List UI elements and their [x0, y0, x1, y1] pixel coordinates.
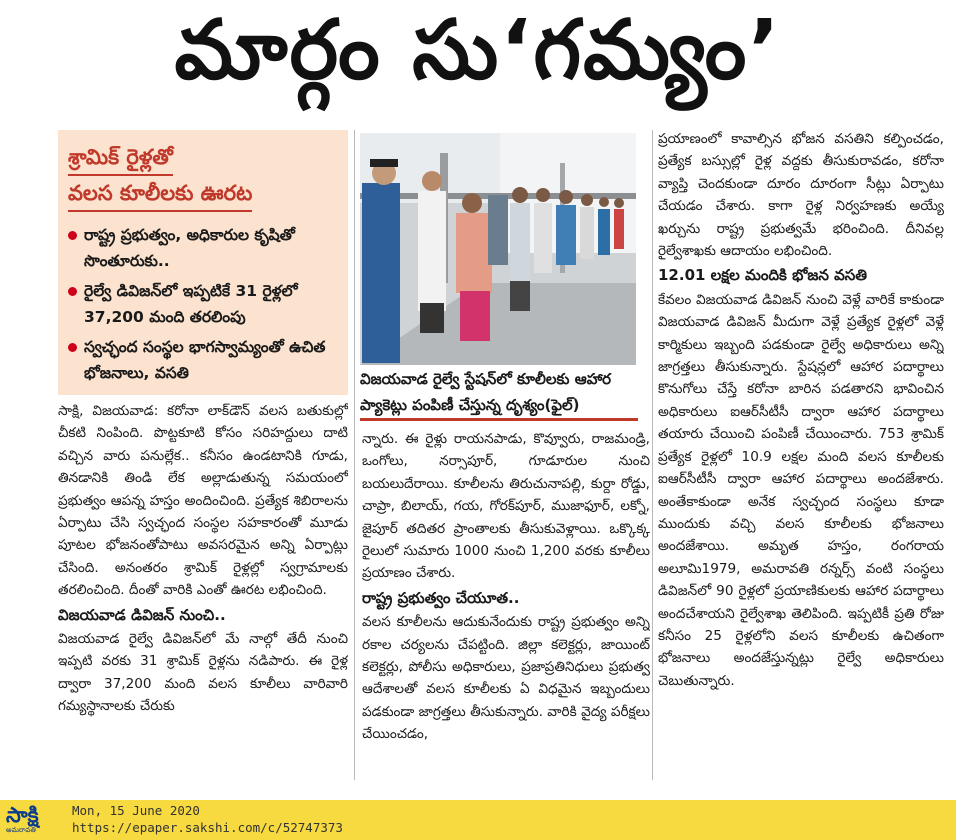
- highlight-bullet: [68, 334, 338, 386]
- railway-platform-photo: [360, 133, 636, 365]
- article-paragraph: ప్రయాణంలో కావాల్సిన భోజన వసతిని కల్పించడం, ప్రత్యేక బస్సుల్లో రైళ్ల వద్దకు తీసుకురావడం, కరోనా వ్యాప్తి చెందకుండా దూరం దూరంగా సీట్లు ఏర్పాటు చేయడం చేశారు. కాగా రైళ్ల నిర్వహణకు అయ్యే ఖర్చును రాష్ట్ర ప్రభుత్వమే భరించింది. దీనివల్ల రైల్వేశాఖకు ఆదాయం లభించింది.: [658, 131, 944, 260]
- bullet-text: రాష్ట్ర ప్రభుత్వం, అధికారుల కృషితో సొంతూరుకు..: [84, 226, 295, 270]
- publication-date: Mon, 15 June 2020: [72, 803, 200, 818]
- bullet-text: స్వచ్ఛంద సంస్థల భాగస్వామ్యంతో ఉచిత భోజనాలు, వసతి: [84, 338, 326, 382]
- article-column-2: [362, 428, 650, 780]
- sakshi-logo[interactable]: [6, 804, 62, 836]
- article-paragraph: విజయవాడ రైల్వే డివిజన్‌లో మే నాల్గో తేదీ నుంచి ఇప్పటి వరకు 31 శ్రామిక్ రైళ్లను నడిపారు. ఈ రైళ్ల ద్వారా 37,200 మంది వలస కూలీలు వారివారి గమ్యస్థానాలకు చేరుకు: [58, 631, 348, 715]
- article-paragraph: సాక్షి, విజయవాడ: కరోనా లాక్‌డౌన్ వలస బతుకుల్లో చీకటి నింపింది. పొట్టకూటి కోసం సరిహద్దులు దాటి వచ్చిన వారు పనుల్లేక.. కనీసం ఉండటానికి గూడు, తినడానికి తిండి లేక అల్లాడుతున్న సమయంలో ప్రభుత్వం ఆపన్న హస్తం అందించింది. ప్రత్యేక శిబిరాలను ఏర్పాటు చేసి స్వచ్ఛంద సంస్థల సహకారంతో మూడు పూటల భోజనంతోపాటు అవసరమైన అన్ని ఏర్పాట్లు చేసింది. అనంతరం శ్రామిక్ రైళ్లల్లో స్వగ్రామాలకు తరలించింది. దీంతో వారికి ఎంతో ఊరట లభించింది.: [58, 403, 348, 599]
- article-paragraph: వలస కూలీలను ఆదుకునేందుకు రాష్ట్ర ప్రభుత్వం అన్ని రకాల చర్యలను చేపట్టింది. జిల్లా కలెక్టర్లు, జాయింట్ కలెక్టర్లు, పోలీసు అధికారులు, ప్రజాప్రతినిధులు ప్రభుత్వ ఆదేశాలతో వలస కూలీలకు ఏ విధమైన ఇబ్బందులు పడకుండా జాగ్రత్తలు తీసుకున్నారు. వారికి వైద్య పరీక్షలు చేయించడం,: [362, 614, 650, 743]
- highlight-box: [58, 130, 348, 395]
- logo-subtext: అమరావతి: [6, 826, 36, 834]
- headline: మార్గం సు‘గమ్యం’: [174, 2, 782, 98]
- highlight-bullet: [68, 222, 338, 274]
- column-divider: [652, 130, 653, 780]
- footer-bar: [0, 800, 956, 840]
- bullet-dot-icon: [68, 343, 77, 352]
- article-paragraph: కేవలం విజయవాడ డివిజన్ నుంచి వెళ్లే వారికే కాకుండా విజయవాడ డివిజన్ మీదుగా వెళ్లే ప్రత్యేక రైళ్లలో వెళ్లే కార్మికులు ఇబ్బంది పడకుండా రైల్వే అధికారులు అన్ని జాగ్రత్తలు తీసుకున్నారు. స్టేషన్లలో ఆహార పదార్థాలు కొనుగోలు చేస్తే కరోనా బారిన పడతారని భావించిన అధికారులు ఐఆర్‌సీటీసీ ద్వారా ఆహార పదార్థాలు తయారు చేయించి పంపిణీ చేయించారు. 753 శ్రామిక్ ప్రత్యేక రైళ్లలో 10.9 లక్షల మంది వలస కూలీలకు ఐఆర్‌సీటీసీ ద్వారా ఆహార పదార్థాలు అందజేశారు. అంతేకాకుండా అనేక స్వచ్ఛంద సంస్థలు కూడా ముందుకు వచ్చి వలస కూలీలకు భోజనాలు అందజేశాయి. అమృత హస్తం, రంగరాయ అలూమి1979, అమరావతి రన్నర్స్ వంటి సంస్థలు డివిజన్‌లో 90 రైళ్లలో ప్రయాణికులకు ఆహార పదార్థాలు అందచేశాయని రైల్వేశాఖ తెలిపింది. ఇప్పటికీ ప్రతి రోజు కనీసం 25 రైళ్లలోని వలస కూలీలకు ఉచితంగా భోజనాలు అందజేస్తున్నట్లు రైల్వే అధికారులు చెబుతున్నారు.: [658, 291, 944, 689]
- news-photo: [360, 133, 636, 365]
- article-column-3: [658, 128, 944, 780]
- photo-caption: విజయవాడ రైల్వే స్టేషన్‌లో కూలీలకు ఆహార ప్యాకెట్లు పంపిణీ చేస్తున్న దృశ్యం(ఫైల్): [360, 366, 638, 421]
- section-subheading: విజయవాడ డివిజన్ నుంచి..: [58, 605, 226, 624]
- logo-text: సాక్షి: [6, 803, 39, 827]
- source-url-link[interactable]: https://epaper.sakshi.com/c/52747373: [72, 820, 343, 835]
- article-column-1: [58, 400, 348, 780]
- bullet-dot-icon: [68, 287, 77, 296]
- column-divider: [354, 130, 355, 780]
- bullet-dot-icon: [68, 231, 77, 240]
- highlight-title: శ్రామిక్ రైళ్లతో: [68, 140, 173, 176]
- section-subheading: 12.01 లక్షల మందికి భోజన వసతి: [658, 266, 867, 285]
- highlight-bullet: [68, 278, 338, 330]
- article-paragraph: న్నారు. ఈ రైళ్లు రాయనపాడు, కొవ్వూరు, రాజమండ్రి, ఒంగోలు, నర్సాపూర్, గూడూరుల నుంచి బయలుదేరాయి. కూలీలను తిరుచునాపల్లి, కుర్దా రోడ్డు, చాప్రా, బిలాయ్, గయ, గోరక్‌పూర్, ముజాఫూర్, లక్నో, జైపూర్ తదితర ప్రాంతాలకు తీసుకువెళ్లాయి. ఒక్కొక్క రైలులో సుమారు 1000 నుంచి 1,200 వరకు కూలీలు ప్రయాణం చేశారు.: [362, 431, 650, 582]
- highlight-subtitle: వలస కూలీలకు ఊరట: [68, 176, 252, 212]
- bullet-text: రైల్వే డివిజన్‌లో ఇప్పటికే 31 రైళ్లలో 37,200 మంది తరలింపు: [84, 282, 298, 326]
- section-subheading: రాష్ట్ర ప్రభుత్వం చేయూత..: [362, 588, 520, 607]
